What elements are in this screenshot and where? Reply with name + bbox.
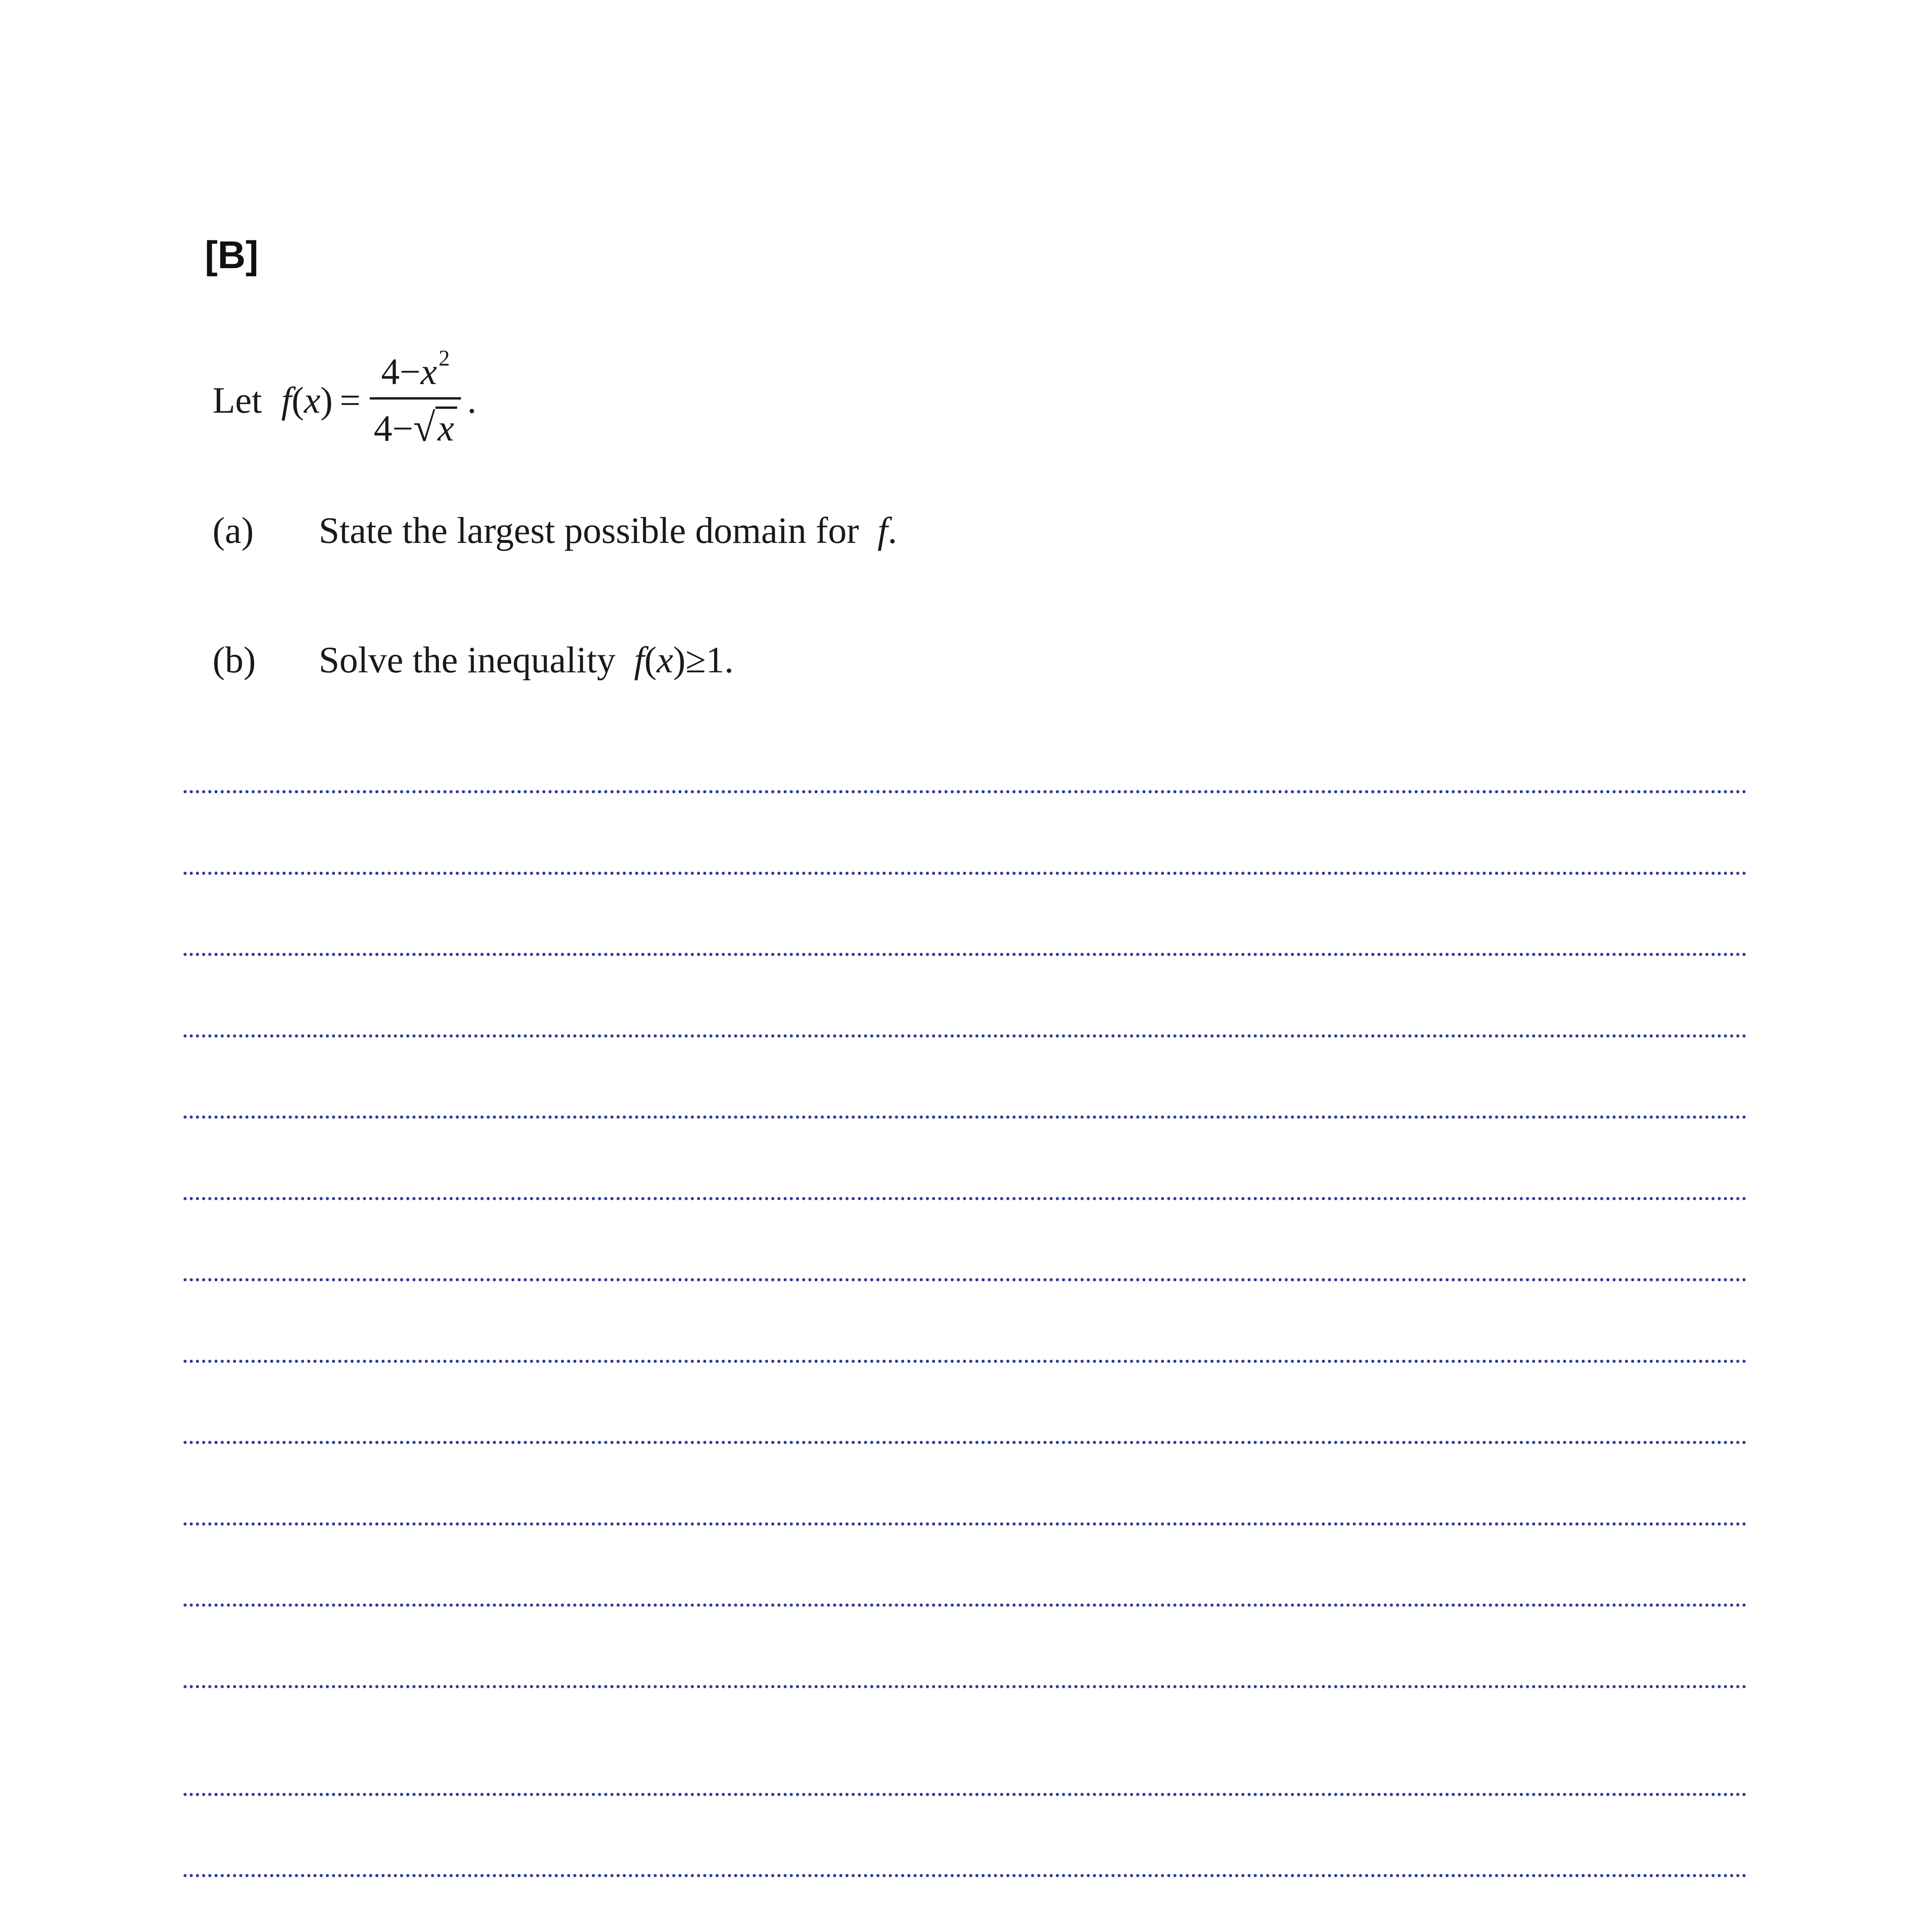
answer-line [184, 1441, 1747, 1444]
function-variable: x [304, 379, 321, 421]
answer-line [184, 953, 1747, 956]
question-text: Solve the inequality [319, 639, 616, 680]
fraction-denominator [370, 400, 461, 449]
square-root [413, 406, 457, 448]
open-paren: ( [291, 379, 304, 421]
equals-sign: = [340, 379, 361, 421]
answer-line [184, 1034, 1747, 1037]
answer-line [184, 1874, 1747, 1877]
answer-line [184, 1116, 1747, 1119]
question-text: State the largest possible domain for [319, 510, 859, 551]
numerator-constant: 4 [381, 350, 400, 392]
let-word: Let [213, 379, 262, 421]
numerator-exponent: 2 [439, 345, 450, 371]
question-label: (a) [213, 510, 254, 551]
answer-line [184, 1604, 1747, 1607]
answer-line [184, 1685, 1747, 1688]
answer-line [184, 1278, 1747, 1281]
radical-sign: √ [413, 405, 435, 450]
answer-line [184, 872, 1747, 875]
definition-period: . [467, 379, 477, 421]
question-period: . [888, 510, 897, 551]
numerator-operator: − [400, 350, 421, 392]
question-period: . [724, 639, 734, 680]
question-math: f [877, 510, 888, 551]
question-a [213, 512, 897, 549]
denominator-operator: − [392, 407, 413, 449]
inequality-value: 1 [706, 639, 724, 680]
radicand: x [435, 406, 457, 448]
numerator-variable: x [420, 350, 437, 392]
fraction [370, 345, 461, 450]
open-paren: ( [644, 639, 657, 680]
inequality-relation: ≥ [685, 639, 706, 680]
denominator-constant: 4 [374, 407, 393, 449]
section-label: [B] [205, 233, 259, 277]
inequality-variable: x [656, 639, 673, 680]
fraction-numerator [373, 345, 457, 398]
function-name: f [281, 379, 292, 421]
question-label: (b) [213, 639, 256, 680]
function-definition [213, 336, 476, 464]
answer-line [184, 1793, 1747, 1796]
close-paren: ) [320, 379, 333, 421]
question-b [213, 641, 734, 679]
inequality-function: f [634, 639, 645, 680]
answer-line [184, 1197, 1747, 1200]
close-paren: ) [673, 639, 686, 680]
answer-line [184, 1522, 1747, 1526]
answer-line [184, 790, 1747, 793]
answer-line [184, 1360, 1747, 1363]
